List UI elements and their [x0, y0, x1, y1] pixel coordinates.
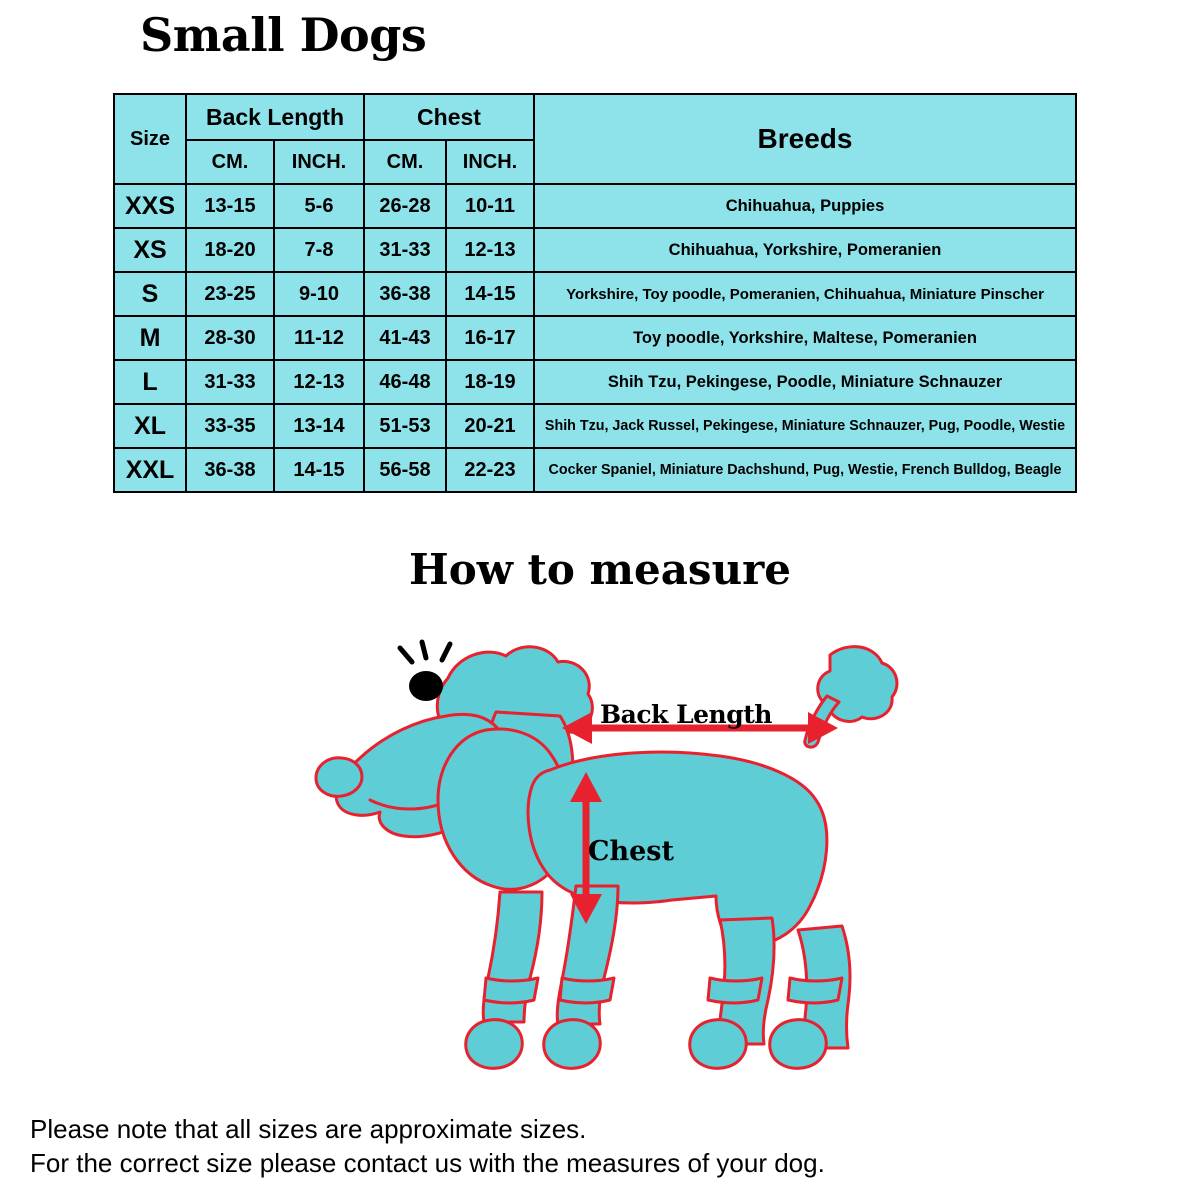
table-row [114, 228, 1076, 272]
cell-breeds: Chihuahua, Yorkshire, Pomeranien [534, 228, 1076, 272]
cell-back-length-cm: 28-30 [186, 316, 274, 360]
cell-chest-cm: 26-28 [364, 184, 446, 228]
cell-breeds: Chihuahua, Puppies [534, 184, 1076, 228]
header-back-length-cm: CM. [186, 140, 274, 184]
cell-chest-inch: 20-21 [446, 404, 534, 448]
chest-label: Chest [588, 836, 674, 867]
cell-size: XL [114, 404, 186, 448]
leg-cuff-4 [788, 978, 842, 1003]
cell-breeds: Shih Tzu, Jack Russel, Pekingese, Miniature Schnauzer, Pug, Poodle, Westie [534, 404, 1076, 448]
table-row [114, 272, 1076, 316]
cell-back-length-cm: 13-15 [186, 184, 274, 228]
back-length-label: Back Length [600, 700, 772, 729]
cell-back-length-inch: 13-14 [274, 404, 364, 448]
cell-size: XXS [114, 184, 186, 228]
leg-cuff-2 [560, 978, 614, 1003]
footer-note [30, 1112, 1190, 1181]
cell-back-length-inch: 14-15 [274, 448, 364, 492]
table-header-group-row [114, 94, 1076, 140]
cell-chest-inch: 14-15 [446, 272, 534, 316]
footer-line-1: Please note that all sizes are approximate sizes. [30, 1114, 587, 1144]
table-row [114, 448, 1076, 492]
cell-chest-cm: 46-48 [364, 360, 446, 404]
header-chest-cm: CM. [364, 140, 446, 184]
cell-back-length-cm: 31-33 [186, 360, 274, 404]
table-row [114, 404, 1076, 448]
cell-back-length-cm: 36-38 [186, 448, 274, 492]
cell-chest-inch: 12-13 [446, 228, 534, 272]
cell-back-length-cm: 33-35 [186, 404, 274, 448]
how-to-measure-heading: How to measure [409, 545, 791, 594]
cell-back-length-inch: 9-10 [274, 272, 364, 316]
size-chart-table [113, 93, 1077, 493]
cell-back-length-inch: 12-13 [274, 360, 364, 404]
header-back-length: Back Length [186, 94, 364, 140]
size-chart-table-container [113, 93, 1075, 493]
cell-chest-inch: 18-19 [446, 360, 534, 404]
cell-chest-inch: 16-17 [446, 316, 534, 360]
paw-pom-4 [770, 1020, 827, 1069]
nose [316, 758, 362, 797]
cell-back-length-cm: 23-25 [186, 272, 274, 316]
page-title: Small Dogs [140, 8, 427, 62]
leg-cuff-3 [708, 978, 762, 1003]
header-chest-inch: INCH. [446, 140, 534, 184]
table-row [114, 316, 1076, 360]
cell-breeds: Shih Tzu, Pekingese, Poodle, Miniature Schnauzer [534, 360, 1076, 404]
paw-pom-3 [690, 1020, 747, 1069]
cell-chest-cm: 56-58 [364, 448, 446, 492]
cell-chest-inch: 22-23 [446, 448, 534, 492]
header-back-length-inch: INCH. [274, 140, 364, 184]
table-row [114, 360, 1076, 404]
cell-size: XS [114, 228, 186, 272]
cell-back-length-inch: 5-6 [274, 184, 364, 228]
cell-back-length-cm: 18-20 [186, 228, 274, 272]
cell-breeds: Toy poodle, Yorkshire, Maltese, Pomeranien [534, 316, 1076, 360]
cell-chest-inch: 10-11 [446, 184, 534, 228]
cell-back-length-inch: 11-12 [274, 316, 364, 360]
leg-cuff-1 [484, 978, 538, 1003]
poodle-illustration [300, 600, 920, 1070]
cell-chest-cm: 51-53 [364, 404, 446, 448]
cell-breeds: Cocker Spaniel, Miniature Dachshund, Pug, Westie, French Bulldog, Beagle [534, 448, 1076, 492]
header-chest: Chest [364, 94, 534, 140]
cell-size: L [114, 360, 186, 404]
cell-chest-cm: 41-43 [364, 316, 446, 360]
header-breeds: Breeds [534, 94, 1076, 184]
cell-back-length-inch: 7-8 [274, 228, 364, 272]
eye [409, 671, 443, 701]
cell-chest-cm: 31-33 [364, 228, 446, 272]
paw-pom-2 [544, 1020, 601, 1069]
cell-size: XXL [114, 448, 186, 492]
paw-pom-1 [466, 1020, 523, 1069]
eyelashes [400, 642, 450, 662]
table-row [114, 184, 1076, 228]
cell-chest-cm: 36-38 [364, 272, 446, 316]
cell-size: S [114, 272, 186, 316]
header-size: Size [114, 94, 186, 184]
cell-breeds: Yorkshire, Toy poodle, Pomeranien, Chihuahua, Miniature Pinscher [534, 272, 1076, 316]
cell-size: M [114, 316, 186, 360]
footer-line-2: For the correct size please contact us with the measures of your dog. [30, 1148, 825, 1179]
